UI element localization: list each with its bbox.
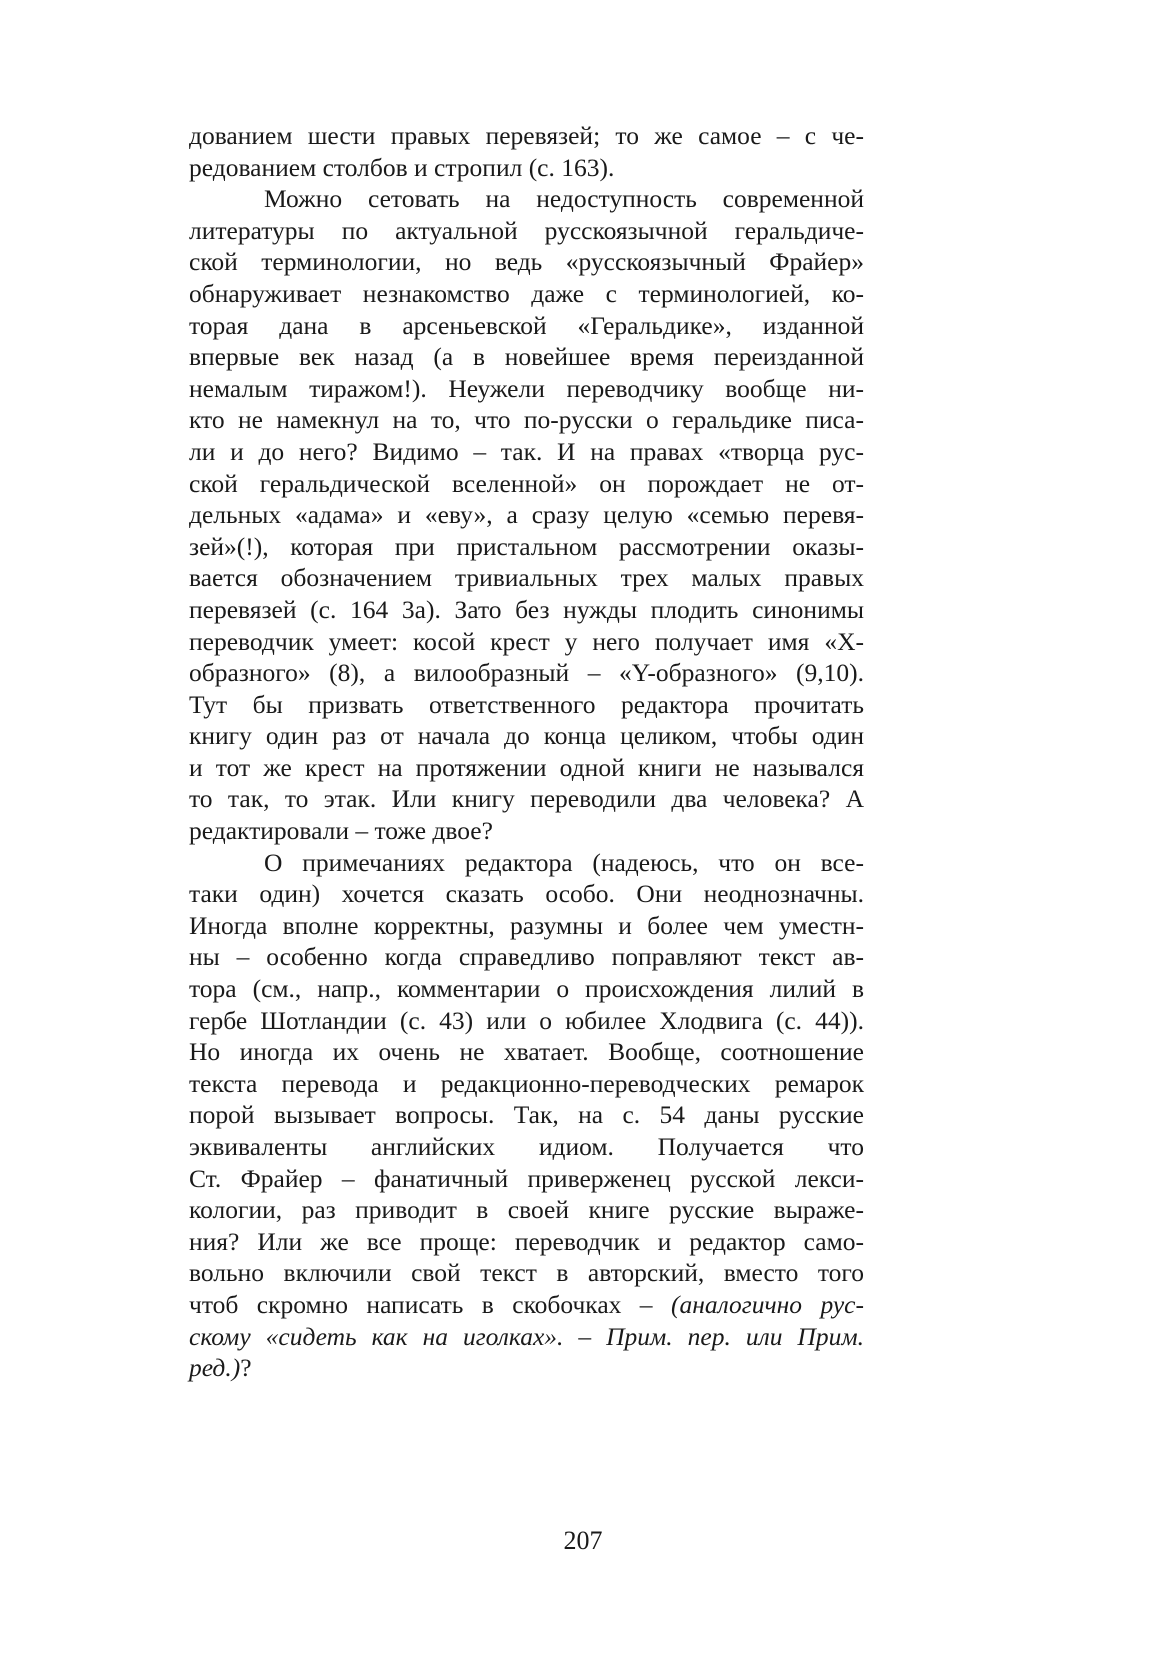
text-line: образного» (8), а вилообразный – «Y-образного» (9,10).	[189, 658, 864, 688]
text-line: и тот же крест на протяжении одной книги не назывался	[189, 752, 864, 782]
text-line: О примечаниях редактора (надеюсь, что он все-	[264, 847, 864, 877]
text-line: Ст. Фрайер – фанатичный приверженец русской лекси-	[189, 1163, 864, 1193]
text-line: впервые век назад (а в новейшее время переизданной	[189, 342, 864, 372]
text-line: текста перевода и редакционно-переводческих ремарок	[189, 1068, 864, 1098]
text-line: обнаруживает незнакомство даже с терминологией, ко-	[189, 278, 864, 308]
text-line: редованием столбов и стропил (с. 163).	[189, 152, 615, 182]
text-line: Тут бы призвать ответственного редактора прочитать	[189, 689, 864, 719]
text-line: дельных «адама» и «еву», а сразу целую «семью перевя-	[189, 500, 864, 530]
text-line: дованием шести правых перевязей; то же самое – с че-	[189, 121, 864, 150]
text-line: ли и до него? Видимо – так. И на правах «творца рус-	[189, 436, 864, 466]
text-line: ны – особенно когда справедливо поправляют текст ав-	[189, 942, 864, 972]
text-line: таки один) хочется сказать особо. Они неоднозначны.	[189, 879, 864, 909]
text-line: гербе Шотландии (с. 43) или о юбилее Хлодвига (с. 44)).	[189, 1005, 864, 1035]
text-line: то так, то этак. Или книгу переводили два человека? А	[189, 784, 864, 814]
text-line: кологии, раз приводит в своей книге русские выраже-	[189, 1195, 864, 1225]
text-line: тора (см., напр., комментарии о происхождения лилий в	[189, 974, 864, 1004]
text-line	[189, 1289, 864, 1321]
text-line: немалым тиражом!). Неужели переводчику вообще ни-	[189, 373, 864, 403]
text-line: эквиваленты английских идиом. Получается что	[189, 1132, 864, 1161]
text-line: вается обозначением тривиальных трех малых правых	[189, 563, 864, 593]
text-line: редактировали – тоже двое?	[189, 816, 493, 846]
closing-punctuation: ?	[240, 1353, 252, 1383]
page-number: 207	[563, 1526, 603, 1555]
text-line-start: чтоб скромно написать в скобочках –	[189, 1289, 671, 1319]
italic-remark: ред.)	[189, 1353, 241, 1383]
text-line: зей»(!), которая при пристальном рассмотрении оказы-	[189, 531, 864, 561]
text-line: ской терминологии, но ведь «русскоязычный Фрайер»	[189, 247, 864, 277]
text-line: ния? Или же все проще: переводчик и редактор само-	[189, 1226, 864, 1256]
text-line: порой вызывает вопросы. Так, на с. 54 даны русские	[189, 1100, 864, 1130]
text-line: литературы по актуальной русскоязычной геральдиче-	[189, 215, 864, 245]
italic-remark: скому «сидеть как на иголках». – Прим. пер. или Прим.	[189, 1321, 864, 1351]
body-text	[189, 120, 864, 1384]
text-line	[189, 1352, 864, 1384]
text-line: Можно сетовать на недоступность современной	[264, 184, 864, 214]
text-line: переводчик умеет: косой крест у него получает имя «X-	[189, 626, 864, 656]
text-line: вольно включили свой текст в авторский, вместо того	[189, 1258, 864, 1288]
text-line: ской геральдической вселенной» он порождает не от-	[189, 468, 864, 498]
text-line: кто не намекнул на то, что по-русски о геральдике писа-	[189, 405, 864, 435]
text-line: перевязей (с. 164 3а). Зато без нужды плодить синонимы	[189, 594, 864, 624]
text-line: книгу один раз от начала до конца целиком, чтобы один	[189, 721, 864, 751]
text-line: Иногда вполне корректны, разумны и более чем уместн-	[189, 910, 864, 940]
italic-remark: (аналогично рус-	[670, 1289, 864, 1319]
text-line: Но иногда их очень не хватает. Вообще, соотношение	[189, 1037, 864, 1067]
text-line: торая дана в арсеньевской «Геральдике», изданной	[189, 310, 864, 340]
